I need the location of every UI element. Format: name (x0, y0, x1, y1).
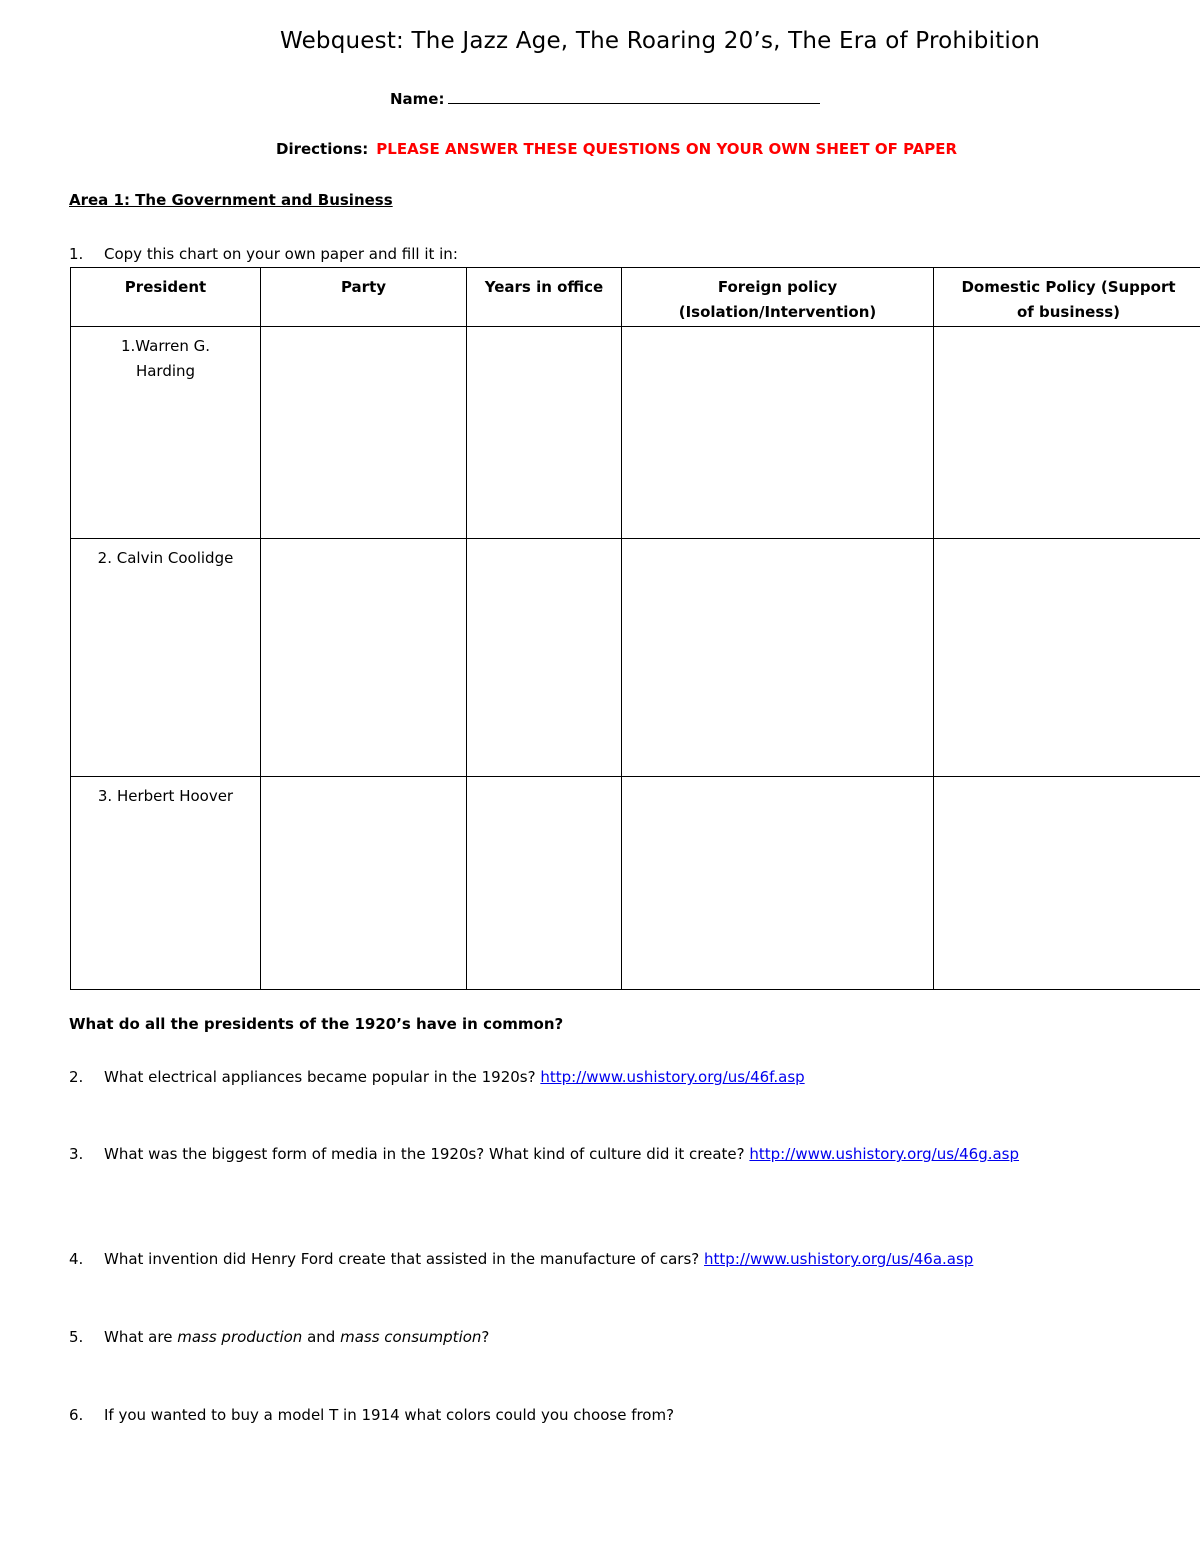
foreign-policy-cell (622, 327, 934, 539)
years-cell (467, 327, 622, 539)
president-name: 2. Calvin Coolidge (97, 549, 234, 567)
question-text: What electrical appliances became popular in the 1920s? (104, 1068, 536, 1086)
question-number: 2. (69, 1068, 84, 1086)
name-blank-line (448, 88, 820, 104)
foreign-policy-cell (622, 539, 934, 777)
question-text: What invention did Henry Ford create that assisted in the manufacture of cars? (104, 1250, 700, 1268)
president-cell (71, 777, 261, 990)
question-number: 3. (69, 1145, 84, 1163)
question-number: 6. (69, 1406, 84, 1424)
question-3 (69, 1145, 1019, 1163)
question-6 (69, 1406, 674, 1424)
question-number: 5. (69, 1328, 84, 1346)
term-mass-consumption: mass consumption (340, 1328, 482, 1346)
domestic-policy-cell (934, 327, 1200, 539)
question-link[interactable]: http://www.ushistory.org/us/46a.asp (704, 1250, 974, 1268)
president-name: 3. Herbert Hoover (97, 787, 234, 805)
header-domestic-policy-label: Domestic Policy (Support of business) (961, 278, 1176, 321)
party-cell (261, 539, 467, 777)
question-text: What was the biggest form of media in the 1920s? What kind of culture did it create? (104, 1145, 745, 1163)
years-cell (467, 777, 622, 990)
header-years-in-office: Years in office (467, 268, 622, 327)
question-number: 1. (69, 245, 84, 263)
name-label: Name: (390, 90, 445, 108)
party-cell (261, 327, 467, 539)
term-mass-production: mass production (177, 1328, 303, 1346)
domestic-policy-cell (934, 539, 1200, 777)
question-5 (69, 1328, 489, 1346)
question-mark: ? (481, 1328, 490, 1346)
president-chart (70, 267, 1200, 990)
chart-header-row (71, 268, 1200, 327)
header-president: President (71, 268, 261, 327)
table-row (71, 777, 1200, 990)
directions-text: PLEASE ANSWER THESE QUESTIONS ON YOUR OWN SHEET OF PAPER (376, 140, 958, 158)
question-text: If you wanted to buy a model T in 1914 what colors could you choose from? (104, 1406, 675, 1424)
header-foreign-policy-label: Foreign policy (Isolation/Intervention) (678, 278, 877, 321)
question-2 (69, 1068, 805, 1086)
table-row (71, 539, 1200, 777)
foreign-policy-cell (622, 777, 934, 990)
question-text-and: and (307, 1328, 336, 1346)
header-party: Party (261, 268, 467, 327)
page-title: Webquest: The Jazz Age, The Roaring 20’s, The Era of Prohibition (279, 28, 1041, 54)
question-4 (69, 1250, 973, 1268)
name-field (390, 88, 820, 108)
question-1 (69, 245, 458, 263)
president-cell (71, 327, 261, 539)
question-number: 4. (69, 1250, 84, 1268)
question-link[interactable]: http://www.ushistory.org/us/46g.asp (749, 1145, 1020, 1163)
directions (276, 140, 957, 158)
domestic-policy-cell (934, 777, 1200, 990)
president-name: 1.Warren G. Harding (120, 337, 210, 380)
directions-label: Directions: (276, 140, 369, 158)
question-link[interactable]: http://www.ushistory.org/us/46f.asp (540, 1068, 805, 1086)
common-question: What do all the presidents of the 1920’s have in common? (69, 1015, 564, 1033)
question-text: What are (104, 1328, 173, 1346)
table-row (71, 327, 1200, 539)
area-1-heading: Area 1: The Government and Business (69, 191, 393, 209)
party-cell (261, 777, 467, 990)
header-domestic-policy (934, 268, 1200, 327)
header-foreign-policy (622, 268, 934, 327)
question-text: Copy this chart on your own paper and fill it in: (104, 245, 458, 263)
president-cell (71, 539, 261, 777)
years-cell (467, 539, 622, 777)
